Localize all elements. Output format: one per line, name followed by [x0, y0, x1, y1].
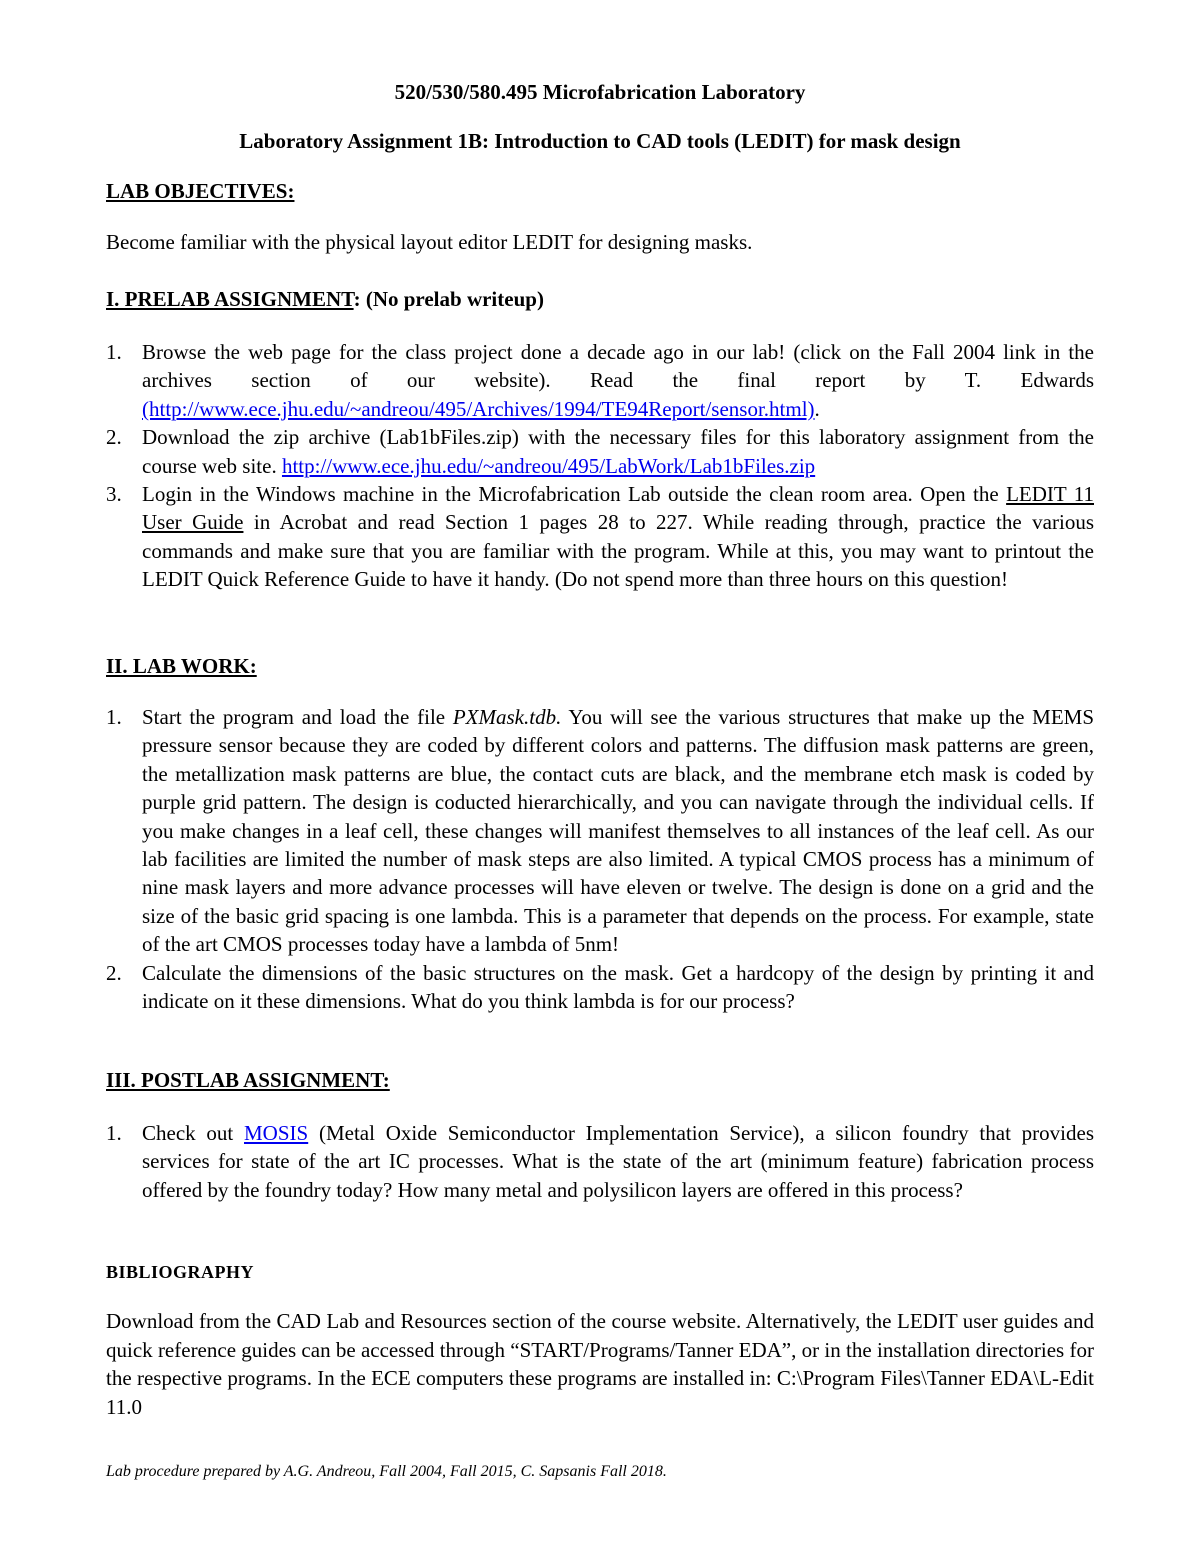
list-item — [106, 959, 1094, 1016]
list-item — [106, 1119, 1094, 1204]
bibliography-text: Download from the CAD Lab and Resources section of the course website. Alternatively, the LEDIT user guides and quick reference guides can be accessed through “START/Programs/Tanner EDA”, or in the installation directories for the respective programs. In the ECE computers these programs are installed in: C:\Program Files\Tanner EDA\L-Edit 11.0 — [106, 1309, 1094, 1419]
lab-files-link[interactable]: http://www.ece.jhu.edu/~andreou/495/LabWork/Lab1bFiles.zip — [281, 453, 816, 478]
list-item — [106, 703, 1094, 959]
prelab-heading-label: I. PRELAB ASSIGNMENT — [106, 287, 354, 311]
prelab-list — [106, 338, 1094, 594]
file-name: PXMask.tdb. — [452, 705, 562, 729]
labwork-list — [106, 703, 1094, 1015]
list-number: 1. — [106, 705, 122, 729]
list-item — [106, 423, 1094, 480]
item-text: Calculate the dimensions of the basic structures on the mask. Get a hardcopy of the design by printing it and indicate on it these dimensions. What do you think lambda is for our process? — [142, 960, 1094, 1014]
labwork-heading: II. LAB WORK: — [106, 654, 257, 678]
item-text: Browse the web page for the class project done a decade ago in our lab! (click on the Fall 2004 link in the archives section of our website). Read the final report by T. Edwards — [142, 340, 1094, 393]
item-text: . — [814, 396, 820, 421]
document-subtitle: Laboratory Assignment 1B: Introduction to CAD tools (LEDIT) for mask design — [239, 129, 961, 153]
list-number: 1. — [106, 1121, 122, 1145]
mosis-link[interactable]: MOSIS — [244, 1121, 309, 1145]
postlab-heading: III. POSTLAB ASSIGNMENT: — [106, 1068, 390, 1092]
bibliography-heading: BIBLIOGRAPHY — [106, 1262, 255, 1282]
item-text: in Acrobat and read Section 1 pages 28 to 227. While reading through, practice the various commands and make sure that you are familiar with the program. While at this, you may want to printout the LEDIT Quick Reference Guide to have it handy. (Do not spend more than three hours on this question! — [142, 510, 1094, 592]
item-text: Download the zip archive (Lab1bFiles.zip) with the necessary files for this laboratory assignment from the course web site. — [142, 425, 1094, 478]
footer-note: Lab procedure prepared by A.G. Andreou, Fall 2004, Fall 2015, C. Sapsanis Fall 2018. — [106, 1463, 667, 1480]
prelab-heading — [106, 287, 544, 312]
list-number: 2. — [106, 425, 122, 450]
item-text: You will see the various structures that make up the MEMS pressure sensor because they are coded by different colors and patterns. The diffusion mask patterns are green, the metallization mask patterns are blue, the contact cuts are black, and the membrane etch mask is coded by purple grid pattern. The design is coducted hierarchically, and you can navigate through the individual cells. If you make changes in a leaf cell, these changes will manifest themselves to all instances of the leaf cell. As our lab facilities are limited the number of mask steps are also limited. A typical CMOS process has a minimum of nine mask layers and more advance processes will have eleven or twelve. The design is done on a grid and the size of the basic grid spacing is one lambda. This is a parameter that depends on the process. For example, state of the art CMOS processes today have a lambda of 5nm! — [142, 705, 1094, 957]
list-item — [106, 480, 1094, 594]
item-text: Check out — [142, 1121, 244, 1145]
item-text: Start the program and load the file — [142, 705, 453, 729]
list-number: 3. — [106, 482, 122, 507]
list-number: 1. — [106, 340, 122, 364]
postlab-list — [106, 1119, 1094, 1204]
ledit-user-guide-link[interactable]: LEDIT 11 User Guide — [142, 482, 1094, 535]
list-number: 2. — [106, 960, 122, 985]
prelab-note: : (No prelab writeup) — [353, 287, 544, 311]
list-item — [106, 338, 1094, 423]
sensor-report-link[interactable]: (http://www.ece.jhu.edu/~andreou/495/Archives/1994/TE94Report/sensor.html) — [142, 396, 815, 421]
item-text: (Metal Oxide Semiconductor Implementation Service), a silicon foundry that provides services for state of the art IC processes. What is the state of the art (minimum feature) fabrication process offered by the foundry today? How many metal and polysilicon layers are offered in this process? — [142, 1121, 1094, 1202]
document-title: 520/530/580.495 Microfabrication Laboratory — [394, 80, 806, 104]
item-text: Login in the Windows machine in the Microfabrication Lab outside the clean room area. Open the — [142, 482, 1007, 507]
objectives-heading: LAB OBJECTIVES: — [106, 179, 295, 203]
objectives-text: Become familiar with the physical layout editor LEDIT for designing masks. — [106, 230, 753, 254]
